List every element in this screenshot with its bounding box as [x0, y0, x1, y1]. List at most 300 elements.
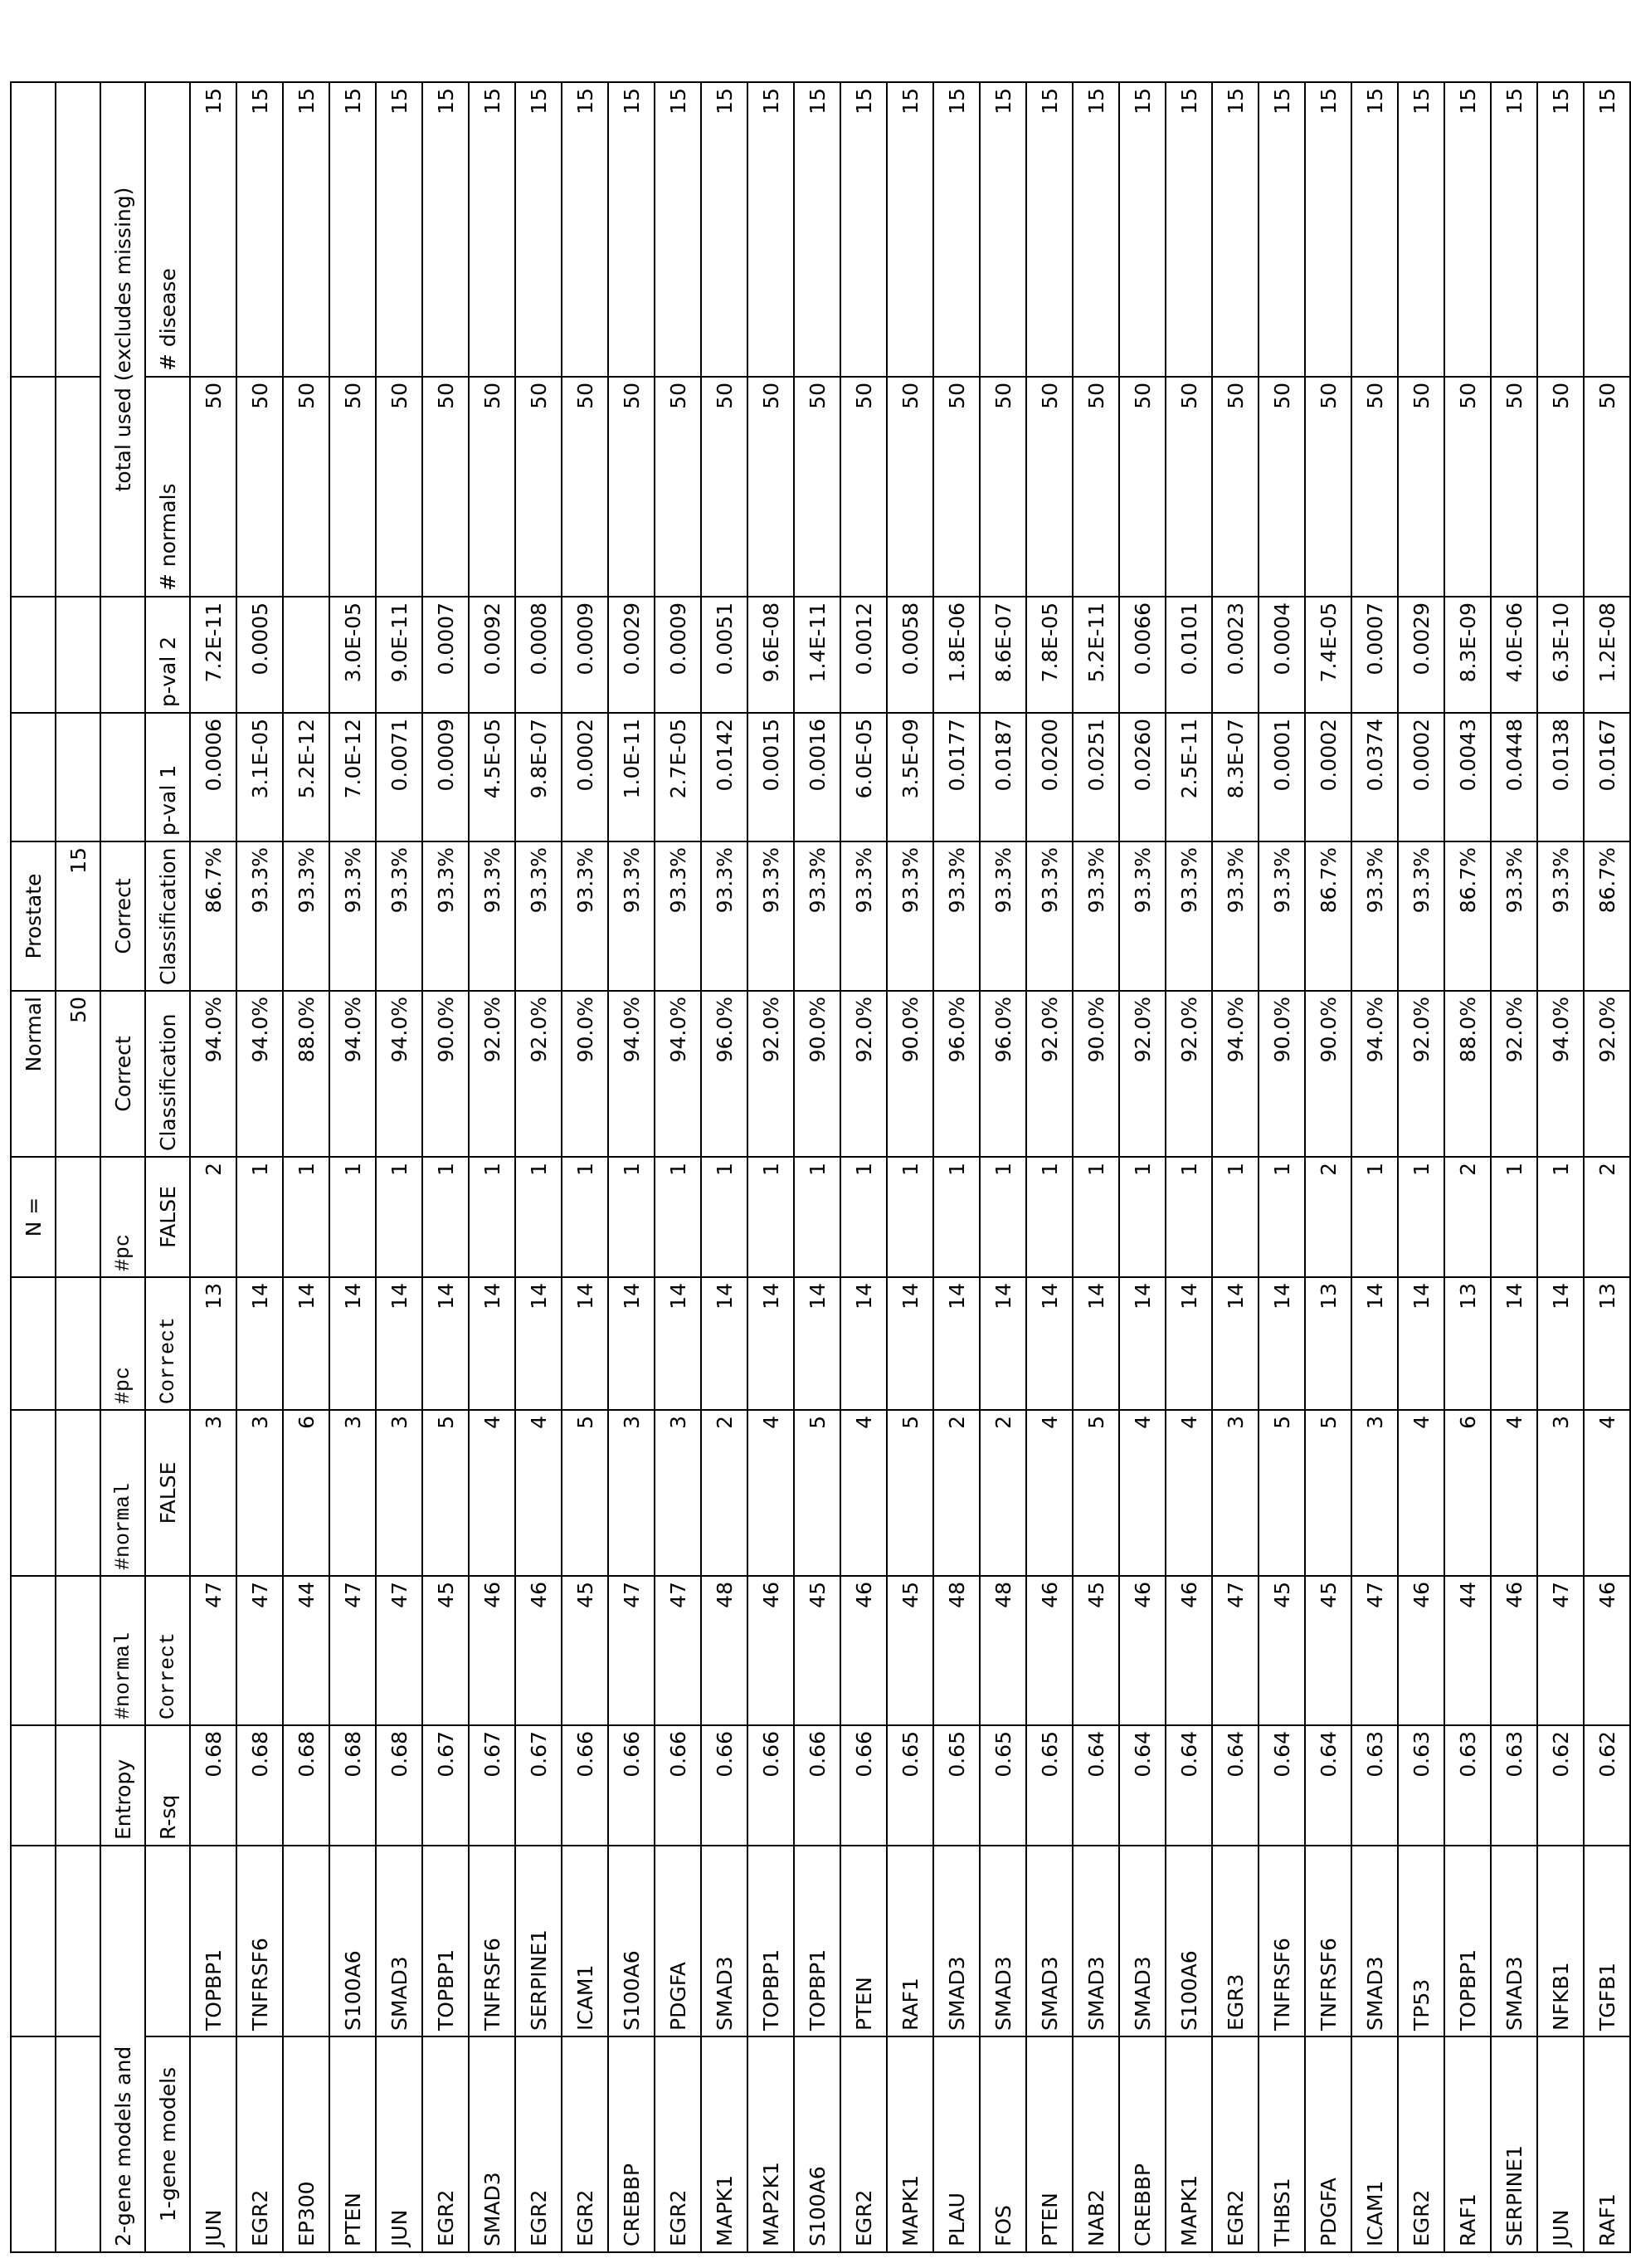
pc-correct-cell: 14 [1026, 1277, 1073, 1410]
normal-class-cell: 90.0% [422, 991, 469, 1157]
prostate-class-cell: 93.3% [469, 841, 515, 991]
n-normals-cell: 50 [1444, 377, 1491, 597]
normal-false-cell: 5 [562, 1410, 608, 1576]
n-disease-header: # disease [145, 82, 190, 377]
table-row [329, 82, 376, 2252]
gene2-cell: SMAD3 [1026, 1846, 1073, 2036]
table-row [1073, 82, 1119, 2252]
normal-correct-cell: 45 [562, 1576, 608, 1725]
pval1-cell: 0.0200 [1026, 713, 1073, 841]
pval1-cell: 3.5E-09 [887, 713, 933, 841]
pc-correct-cell: 14 [236, 1277, 283, 1410]
pc-correct-cell: 14 [1537, 1277, 1584, 1410]
pval1-cell: 3.1E-05 [236, 713, 283, 841]
pval2-cell: 0.0012 [840, 597, 887, 713]
table-row [1166, 82, 1212, 2252]
table-row [794, 82, 840, 2252]
pc-false-cell: 1 [840, 1157, 887, 1277]
prostate-class-cell: 93.3% [1537, 841, 1584, 991]
normal-false-cell: 4 [1584, 1410, 1630, 1576]
normal-correct-cell: 44 [283, 1576, 329, 1725]
pc-false-cell: 1 [887, 1157, 933, 1277]
pval1-cell: 0.0071 [376, 713, 422, 841]
pc-false-cell: 1 [562, 1157, 608, 1277]
normal-false-cell: 4 [1166, 1410, 1212, 1576]
gene2-cell: TNFRSF6 [469, 1846, 515, 2036]
pc-correct-cell: 13 [190, 1277, 236, 1410]
rsq-cell: 0.68 [236, 1725, 283, 1846]
prostate-class-cell: 93.3% [1491, 841, 1537, 991]
normal-correct-cell: 47 [1537, 1576, 1584, 1725]
rsq-cell: 0.63 [1351, 1725, 1398, 1846]
n-normals-cell: 50 [1212, 377, 1259, 597]
pval2-cell: 0.0029 [608, 597, 655, 713]
pval1-cell: 2.5E-11 [1166, 713, 1212, 841]
gene2-cell: SMAD3 [376, 1846, 422, 2036]
gene1-cell: EP300 [283, 2036, 329, 2252]
table-row [980, 82, 1026, 2252]
pval1-cell: 0.0448 [1491, 713, 1537, 841]
rsq-cell: 0.68 [283, 1725, 329, 1846]
n-normals-cell: 50 [1305, 377, 1351, 597]
rsq-cell: 0.62 [1584, 1725, 1630, 1846]
prostate-class-cell: 93.3% [794, 841, 840, 991]
prostate-class-cell: 86.7% [1305, 841, 1351, 991]
gene1-cell: CREBBP [608, 2036, 655, 2252]
pval2-cell: 1.8E-06 [933, 597, 980, 713]
n-disease-cell: 15 [840, 82, 887, 377]
pval2-cell: 7.2E-11 [190, 597, 236, 713]
n-normals-cell: 50 [1166, 377, 1212, 597]
normal-class-cell: 94.0% [329, 991, 376, 1157]
table-row [1537, 82, 1584, 2252]
normal-correct-cell: 47 [1351, 1576, 1398, 1725]
pc-false-cell: 1 [747, 1157, 794, 1277]
prostate-class-cell: 93.3% [1351, 841, 1398, 991]
pc-false-cell: 1 [1166, 1157, 1212, 1277]
gene2-cell: SMAD3 [1073, 1846, 1119, 2036]
pc-correct-cell: 14 [1166, 1277, 1212, 1410]
prostate-class-header-top: Correct [100, 841, 145, 991]
normal-class-cell: 90.0% [1305, 991, 1351, 1157]
normal-false-cell: 3 [236, 1410, 283, 1576]
normal-correct-cell: 47 [1212, 1576, 1259, 1725]
pc-correct-cell: 13 [1305, 1277, 1351, 1410]
gene2-cell: RAF1 [887, 1846, 933, 2036]
gene2-cell: SMAD3 [980, 1846, 1026, 2036]
gene2-cell: SMAD3 [1491, 1846, 1537, 2036]
normal-false-cell: 5 [794, 1410, 840, 1576]
pval2-cell: 0.0058 [887, 597, 933, 713]
prostate-class-cell: 93.3% [1119, 841, 1166, 991]
n-disease-cell: 15 [1444, 82, 1491, 377]
pc-correct-cell: 14 [1073, 1277, 1119, 1410]
normal-false-cell: 4 [1398, 1410, 1444, 1576]
normal-false-cell: 4 [1026, 1410, 1073, 1576]
pc-correct-cell: 14 [562, 1277, 608, 1410]
n-disease-cell: 15 [1398, 82, 1444, 377]
normal-correct-cell: 46 [515, 1576, 562, 1725]
prostate-class-cell: 93.3% [376, 841, 422, 991]
gene2-cell: PTEN [840, 1846, 887, 2036]
pc-false-cell: 1 [422, 1157, 469, 1277]
pc-false-cell: 2 [190, 1157, 236, 1277]
normal-correct-cell: 46 [1119, 1576, 1166, 1725]
normal-false-header: FALSE [145, 1410, 190, 1576]
pc-correct-cell: 14 [422, 1277, 469, 1410]
pval2-cell: 0.0066 [1119, 597, 1166, 713]
gene1-cell: PTEN [1026, 2036, 1073, 2252]
pval2-cell: 0.0051 [701, 597, 747, 713]
normal-class-cell: 94.0% [1537, 991, 1584, 1157]
gene1-cell: PDGFA [1305, 2036, 1351, 2252]
pc-false-cell: 1 [701, 1157, 747, 1277]
n-disease-cell: 15 [1351, 82, 1398, 377]
table-row [887, 82, 933, 2252]
normal-correct-cell: 46 [747, 1576, 794, 1725]
normal-correct-cell: 47 [655, 1576, 701, 1725]
normal-correct-cell: 45 [1305, 1576, 1351, 1725]
pval2-cell: 0.0101 [1166, 597, 1212, 713]
gene2-cell: TP53 [1398, 1846, 1444, 2036]
gene1-cell: JUN [190, 2036, 236, 2252]
n-normals-cell: 50 [655, 377, 701, 597]
pc-false-cell: 1 [469, 1157, 515, 1277]
n-disease-cell: 15 [1073, 82, 1119, 377]
table-row [422, 82, 469, 2252]
normal-class-cell: 90.0% [887, 991, 933, 1157]
normal-class-cell: 94.0% [655, 991, 701, 1157]
pc-correct-header-top: #pc [100, 1277, 145, 1410]
gene1-cell: CREBBP [1119, 2036, 1166, 2252]
normal-false-cell: 4 [469, 1410, 515, 1576]
n-normals-cell: 50 [190, 377, 236, 597]
pc-false-cell: 1 [376, 1157, 422, 1277]
pval1-header: p-val 1 [145, 713, 190, 841]
normal-false-cell: 5 [887, 1410, 933, 1576]
gene2-cell: TOPBP1 [190, 1846, 236, 2036]
gene2-header [145, 1846, 190, 2036]
n-disease-cell: 15 [1491, 82, 1537, 377]
pc-false-cell: 2 [1444, 1157, 1491, 1277]
gene1-cell: EGR2 [515, 2036, 562, 2252]
rsq-cell: 0.64 [1166, 1725, 1212, 1846]
pc-false-cell: 1 [1073, 1157, 1119, 1277]
n-normals-cell: 50 [422, 377, 469, 597]
normal-correct-cell: 47 [376, 1576, 422, 1725]
rsq-cell: 0.64 [1305, 1725, 1351, 1846]
normal-class-cell: 92.0% [1119, 991, 1166, 1157]
gene1-cell: S100A6 [794, 2036, 840, 2252]
n-normals-cell: 50 [1351, 377, 1398, 597]
table-row [701, 82, 747, 2252]
pc-false-cell: 1 [1259, 1157, 1305, 1277]
pc-false-cell: 1 [515, 1157, 562, 1277]
pval1-cell: 0.0142 [701, 713, 747, 841]
table-row [933, 82, 980, 2252]
pval2-cell: 7.8E-05 [1026, 597, 1073, 713]
n-normals-cell: 50 [1259, 377, 1305, 597]
pc-correct-cell: 14 [701, 1277, 747, 1410]
pc-false-cell: 1 [1537, 1157, 1584, 1277]
rsq-cell: 0.65 [933, 1725, 980, 1846]
n-normals-cell: 50 [1073, 377, 1119, 597]
prostate-class-cell: 93.3% [887, 841, 933, 991]
gene1-cell: EGR2 [236, 2036, 283, 2252]
normal-class-cell: 96.0% [933, 991, 980, 1157]
gene1-cell: RAF1 [1584, 2036, 1630, 2252]
normal-correct-cell: 45 [1073, 1576, 1119, 1725]
normal-false-cell: 2 [701, 1410, 747, 1576]
pc-false-cell: 1 [1351, 1157, 1398, 1277]
rsq-cell: 0.66 [794, 1725, 840, 1846]
normal-correct-cell: 47 [190, 1576, 236, 1725]
normal-false-cell: 5 [1305, 1410, 1351, 1576]
table-row [236, 82, 283, 2252]
pval2-cell: 0.0009 [655, 597, 701, 713]
pc-correct-cell: 14 [933, 1277, 980, 1410]
total-used-header: total used (excludes missing) [100, 82, 145, 597]
pval2-cell: 0.0092 [469, 597, 515, 713]
normal-class-cell: 94.0% [1351, 991, 1398, 1157]
table-row [1584, 82, 1630, 2252]
normal-false-cell: 2 [933, 1410, 980, 1576]
pval2-cell: 0.0004 [1259, 597, 1305, 713]
normal-class-cell: 88.0% [283, 991, 329, 1157]
gene2-cell: SMAD3 [1119, 1846, 1166, 2036]
normal-class-header-top: Correct [100, 991, 145, 1157]
gene2-cell: EGR3 [1212, 1846, 1259, 2036]
pval1-cell: 0.0002 [562, 713, 608, 841]
n-disease-cell: 15 [376, 82, 422, 377]
n-normals-cell: 50 [236, 377, 283, 597]
normal-class-cell: 94.0% [1212, 991, 1259, 1157]
pval2-cell: 8.3E-09 [1444, 597, 1491, 713]
gene1-cell: THBS1 [1259, 2036, 1305, 2252]
normal-false-cell: 4 [1119, 1410, 1166, 1576]
n-disease-cell: 15 [515, 82, 562, 377]
prostate-class-cell: 93.3% [701, 841, 747, 991]
pval2-cell: 0.0009 [562, 597, 608, 713]
normal-false-cell: 3 [190, 1410, 236, 1576]
pc-correct-cell: 14 [980, 1277, 1026, 1410]
pval1-cell: 0.0187 [980, 713, 1026, 841]
rsq-cell: 0.68 [190, 1725, 236, 1846]
pval2-cell: 7.4E-05 [1305, 597, 1351, 713]
rsq-cell: 0.68 [329, 1725, 376, 1846]
normal-correct-cell: 47 [236, 1576, 283, 1725]
pc-false-cell: 2 [1305, 1157, 1351, 1277]
pc-correct-cell: 14 [515, 1277, 562, 1410]
header-row-4 [145, 82, 190, 2252]
header-row-1 [11, 82, 56, 2252]
normal-correct-header: Correct [145, 1576, 190, 1725]
pc-correct-cell: 14 [376, 1277, 422, 1410]
normal-false-cell: 4 [1491, 1410, 1537, 1576]
pc-correct-cell: 13 [1444, 1277, 1491, 1410]
prostate-class-cell: 93.3% [1259, 841, 1305, 991]
n-normals-cell: 50 [283, 377, 329, 597]
n-normals-header: # normals [145, 377, 190, 597]
gene2-cell: NFKB1 [1537, 1846, 1584, 2036]
n-label: N = [11, 1157, 56, 1277]
gene1-cell: JUN [376, 2036, 422, 2252]
pc-correct-cell: 14 [329, 1277, 376, 1410]
normal-class-cell: 92.0% [1166, 991, 1212, 1157]
gene2-cell: S100A6 [1166, 1846, 1212, 2036]
pc-correct-cell: 14 [747, 1277, 794, 1410]
rsq-cell: 0.67 [469, 1725, 515, 1846]
table-row [1491, 82, 1537, 2252]
rsq-cell: 0.62 [1537, 1725, 1584, 1846]
rsq-cell: 0.64 [1259, 1725, 1305, 1846]
gene2-cell: TNFRSF6 [236, 1846, 283, 2036]
gene2-cell [283, 1846, 329, 2036]
normal-correct-cell: 46 [469, 1576, 515, 1725]
pc-correct-cell: 14 [794, 1277, 840, 1410]
header-row-2 [56, 82, 100, 2252]
pval1-cell: 0.0002 [1305, 713, 1351, 841]
table-row [1026, 82, 1073, 2252]
n-disease-cell: 15 [1537, 82, 1584, 377]
n-normals-cell: 50 [747, 377, 794, 597]
prostate-class-cell: 93.3% [747, 841, 794, 991]
normal-correct-header-top: #normal [100, 1576, 145, 1725]
normal-class-cell: 92.0% [1398, 991, 1444, 1157]
pval1-cell: 0.0006 [190, 713, 236, 841]
prostate-class-cell: 93.3% [933, 841, 980, 991]
normal-correct-cell: 46 [1026, 1576, 1073, 1725]
pval2-cell: 0.0005 [236, 597, 283, 713]
normal-class-cell: 92.0% [515, 991, 562, 1157]
n-disease-cell: 15 [1166, 82, 1212, 377]
prostate-class-cell: 93.3% [236, 841, 283, 991]
table-row [562, 82, 608, 2252]
normal-class-cell: 92.0% [469, 991, 515, 1157]
pc-false-cell: 1 [1119, 1157, 1166, 1277]
n-normals-cell: 50 [469, 377, 515, 597]
n-normals-cell: 50 [980, 377, 1026, 597]
normal-correct-cell: 45 [1259, 1576, 1305, 1725]
pc-false-cell: 1 [283, 1157, 329, 1277]
prostate-class-cell: 86.7% [190, 841, 236, 991]
prostate-class-cell: 93.3% [422, 841, 469, 991]
normal-correct-cell: 45 [422, 1576, 469, 1725]
table-row [840, 82, 887, 2252]
prostate-class-cell: 93.3% [562, 841, 608, 991]
pc-correct-cell: 14 [1259, 1277, 1305, 1410]
n-normals-cell: 50 [1584, 377, 1630, 597]
table-row [469, 82, 515, 2252]
pval1-cell: 0.0001 [1259, 713, 1305, 841]
normal-correct-cell: 48 [980, 1576, 1026, 1725]
normal-correct-cell: 44 [1444, 1576, 1491, 1725]
n-disease-cell: 15 [1305, 82, 1351, 377]
n-normals-cell: 50 [608, 377, 655, 597]
prostate-class-cell: 86.7% [1444, 841, 1491, 991]
prostate-class-cell: 93.3% [980, 841, 1026, 991]
pval2-cell: 9.0E-11 [376, 597, 422, 713]
pval2-cell: 1.2E-08 [1584, 597, 1630, 713]
pc-correct-cell: 14 [1398, 1277, 1444, 1410]
pval1-cell: 0.0016 [794, 713, 840, 841]
gene2-cell: SMAD3 [933, 1846, 980, 2036]
table-row [283, 82, 329, 2252]
pval1-cell: 0.0374 [1351, 713, 1398, 841]
rsq-cell: 0.66 [840, 1725, 887, 1846]
pc-correct-cell: 14 [655, 1277, 701, 1410]
gene2-cell: TOPBP1 [747, 1846, 794, 2036]
table-row [515, 82, 562, 2252]
gene1-cell: RAF1 [1444, 2036, 1491, 2252]
table-row [376, 82, 422, 2252]
rsq-cell: 0.66 [655, 1725, 701, 1846]
normal-false-cell: 5 [1073, 1410, 1119, 1576]
n-disease-cell: 15 [422, 82, 469, 377]
pval2-cell: 6.3E-10 [1537, 597, 1584, 713]
gene2-cell: TNFRSF6 [1305, 1846, 1351, 2036]
n-disease-cell: 15 [655, 82, 701, 377]
n-disease-cell: 15 [980, 82, 1026, 377]
normal-false-cell: 3 [329, 1410, 376, 1576]
gene1-cell: EGR2 [422, 2036, 469, 2252]
pval2-cell [283, 597, 329, 713]
normal-false-cell: 3 [655, 1410, 701, 1576]
normal-class-cell: 96.0% [701, 991, 747, 1157]
prostate-class-cell: 93.3% [655, 841, 701, 991]
normal-class-cell: 94.0% [376, 991, 422, 1157]
table-row [1305, 82, 1351, 2252]
prostate-class-cell: 93.3% [1073, 841, 1119, 991]
normal-class-cell: 96.0% [980, 991, 1026, 1157]
n-disease-cell: 15 [283, 82, 329, 377]
gene2-cell: TGFB1 [1584, 1846, 1630, 2036]
n-disease-cell: 15 [469, 82, 515, 377]
pc-correct-cell: 14 [608, 1277, 655, 1410]
pval1-cell: 0.0043 [1444, 713, 1491, 841]
n-disease-cell: 15 [608, 82, 655, 377]
normal-class-cell: 94.0% [190, 991, 236, 1157]
gene2-cell: S100A6 [608, 1846, 655, 2036]
rsq-cell: 0.64 [1073, 1725, 1119, 1846]
pval2-cell: 0.0007 [1351, 597, 1398, 713]
rsq-cell: 0.64 [1119, 1725, 1166, 1846]
entropy-header: Entropy [100, 1725, 145, 1846]
pval2-cell: 0.0023 [1212, 597, 1259, 713]
gene1-cell: EGR2 [1212, 2036, 1259, 2252]
pc-false-cell: 1 [329, 1157, 376, 1277]
normal-correct-cell: 46 [840, 1576, 887, 1725]
gene1-cell: MAPK1 [701, 2036, 747, 2252]
table-row [1119, 82, 1166, 2252]
pc-false-cell: 1 [980, 1157, 1026, 1277]
gene1-cell: MAPK1 [1166, 2036, 1212, 2252]
gene2-cell: SMAD3 [701, 1846, 747, 2036]
n-disease-cell: 15 [1584, 82, 1630, 377]
n-disease-cell: 15 [562, 82, 608, 377]
table-row [190, 82, 236, 2252]
pc-correct-cell: 14 [887, 1277, 933, 1410]
pval1-cell: 0.0251 [1073, 713, 1119, 841]
pc-false-cell: 1 [1491, 1157, 1537, 1277]
normal-false-header-top: #normal [100, 1410, 145, 1576]
normal-correct-cell: 46 [1398, 1576, 1444, 1725]
normal-false-cell: 3 [1212, 1410, 1259, 1576]
prostate-class-header: Classification [145, 841, 190, 991]
gene-model-table [10, 81, 1631, 2253]
pval2-cell: 5.2E-11 [1073, 597, 1119, 713]
n-normals-cell: 50 [1026, 377, 1073, 597]
